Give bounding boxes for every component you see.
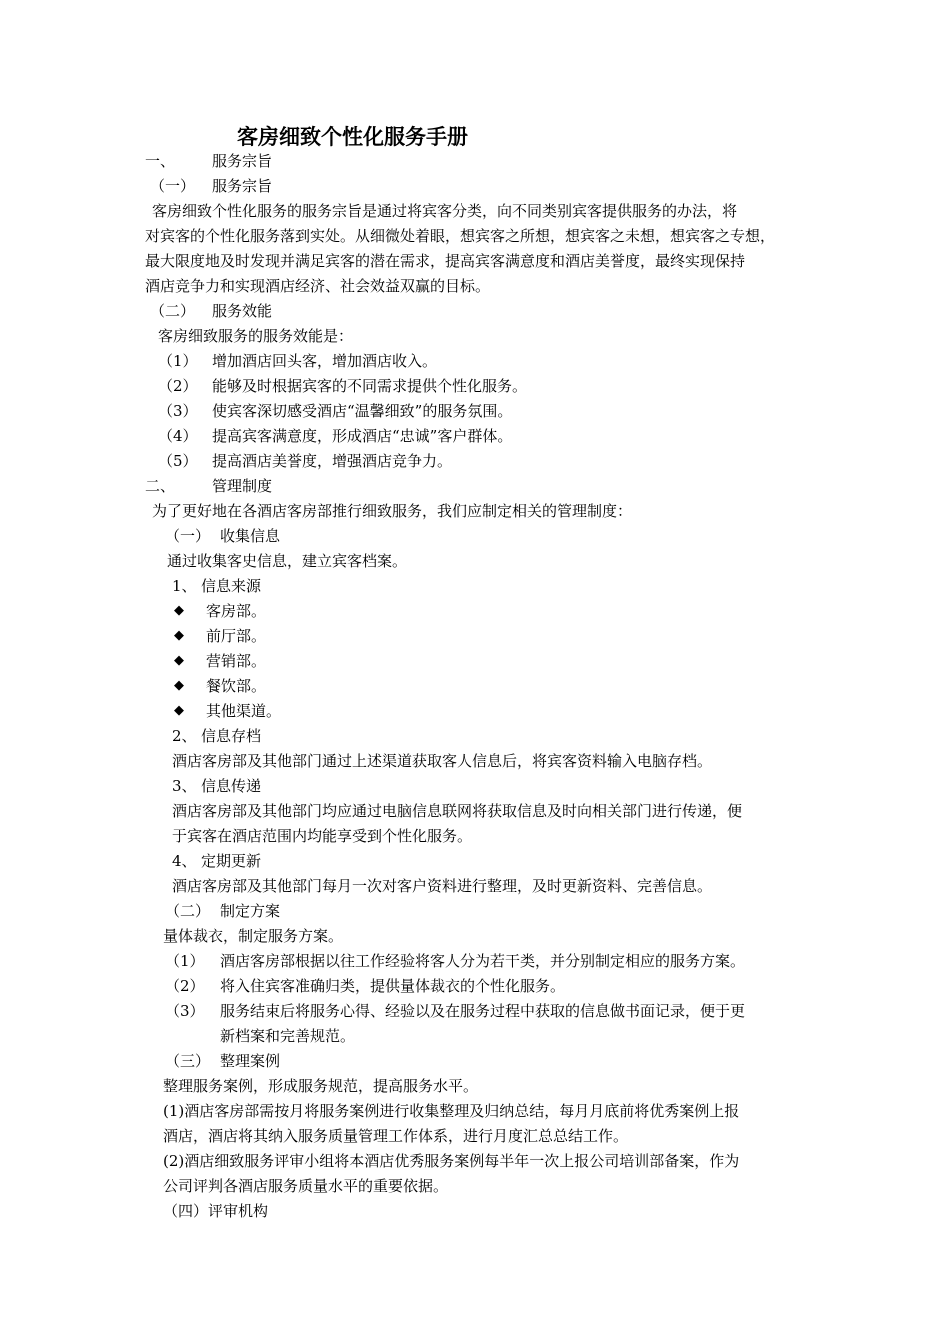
info-update-heading: 定期更新 <box>201 852 262 870</box>
case-text-line: 公司评判各酒店服务质量水平的重要依据。 <box>163 1177 449 1195</box>
diamond-bullet-icon: ◆ <box>174 653 184 668</box>
s2-sub2-intro: 量体裁衣，制定服务方案。 <box>163 927 344 945</box>
info-archive-number: 2、 <box>172 727 197 745</box>
source-item: 营销部。 <box>206 652 267 670</box>
s2-sub3-heading: 整理案例 <box>220 1052 281 1070</box>
update-text: 酒店客房部及其他部门每月一次对客户资料进行整理，及时更新资料、完善信息。 <box>172 877 713 895</box>
document-title: 客房细致个性化服务手册 <box>237 124 468 149</box>
plan-item-text: 将入住宾客准确归类，提供量体裁衣的个性化服务。 <box>220 977 566 995</box>
list-item-text: 使宾客深切感受酒店“温馨细致”的服务氛围。 <box>212 402 513 420</box>
archive-text: 酒店客房部及其他部门通过上述渠道获取客人信息后，将宾客资料输入电脑存档。 <box>172 752 713 770</box>
s1-paragraph-line: 酒店竞争力和实现酒店经济、社会效益双赢的目标。 <box>145 277 491 295</box>
s2-sub3-intro: 整理服务案例，形成服务规范，提高服务水平。 <box>163 1077 479 1095</box>
list-item-text: 能够及时根据宾客的不同需求提供个性化服务。 <box>212 377 528 395</box>
source-item: 餐饮部。 <box>206 677 267 695</box>
list-item-number: （2） <box>158 377 198 395</box>
s1-sub2-number: （二） <box>150 302 196 320</box>
plan-item-text: 新档案和完善规范。 <box>220 1027 356 1045</box>
list-item-number: （3） <box>158 402 198 420</box>
info-transfer-number: 3、 <box>172 777 197 795</box>
section-2-heading: 管理制度 <box>212 477 273 495</box>
transfer-text-line: 于宾客在酒店范围内均能享受到个性化服务。 <box>172 827 473 845</box>
s1-sub1-number: （一） <box>150 177 196 195</box>
plan-item-number: （3） <box>165 1002 205 1020</box>
s1-paragraph-line: 对宾客的个性化服务落到实处。从细微处着眼，想宾客之所想，想宾客之未想，想宾客之专想， <box>145 227 776 245</box>
diamond-bullet-icon: ◆ <box>174 703 184 718</box>
source-item: 前厅部。 <box>206 627 267 645</box>
s2-intro: 为了更好地在各酒店客房部推行细致服务，我们应制定相关的管理制度： <box>152 502 633 520</box>
case-text-line: 酒店，酒店将其纳入服务质量管理工作体系，进行月度汇总总结工作。 <box>163 1127 629 1145</box>
section-2-number: 二、 <box>145 477 176 495</box>
list-item-number: （5） <box>158 452 198 470</box>
s2-sub4-heading: （四）评审机构 <box>163 1202 269 1220</box>
s2-sub2-number: （二） <box>165 902 211 920</box>
transfer-text-line: 酒店客房部及其他部门均应通过电脑信息联网将获取信息及时向相关部门进行传递，便 <box>172 802 743 820</box>
list-item-text: 增加酒店回头客，增加酒店收入。 <box>212 352 438 370</box>
plan-item-text: 酒店客房部根据以往工作经验将客人分为若干类，并分别制定相应的服务方案。 <box>220 952 746 970</box>
case-text-line: (2)酒店细致服务评审小组将本酒店优秀服务案例每半年一次上报公司培训部备案，作为 <box>163 1152 740 1170</box>
info-transfer-heading: 信息传递 <box>201 777 262 795</box>
source-item: 其他渠道。 <box>206 702 282 720</box>
diamond-bullet-icon: ◆ <box>174 603 184 618</box>
s2-sub1-number: （一） <box>165 527 211 545</box>
s1-intro: 客房细致服务的服务效能是： <box>158 327 354 345</box>
s1-sub2-heading: 服务效能 <box>212 302 273 320</box>
section-1-number: 一、 <box>145 152 176 170</box>
plan-item-number: （1） <box>165 952 205 970</box>
section-1-heading: 服务宗旨 <box>212 152 273 170</box>
s2-sub1-intro: 通过收集客史信息，建立宾客档案。 <box>167 552 408 570</box>
source-item: 客房部。 <box>206 602 267 620</box>
s2-sub1-heading: 收集信息 <box>220 527 281 545</box>
info-source-number: 1、 <box>172 577 197 595</box>
s2-sub2-heading: 制定方案 <box>220 902 281 920</box>
s1-paragraph-line: 最大限度地及时发现并满足宾客的潜在需求，提高宾客满意度和酒店美誉度，最终实现保持 <box>145 252 746 270</box>
info-update-number: 4、 <box>172 852 197 870</box>
plan-item-text: 服务结束后将服务心得、经验以及在服务过程中获取的信息做书面记录，便于更 <box>220 1002 746 1020</box>
list-item-number: （4） <box>158 427 198 445</box>
plan-item-number: （2） <box>165 977 205 995</box>
info-source-heading: 信息来源 <box>201 577 262 595</box>
list-item-number: （1） <box>158 352 198 370</box>
info-archive-heading: 信息存档 <box>201 727 262 745</box>
s1-sub1-heading: 服务宗旨 <box>212 177 273 195</box>
diamond-bullet-icon: ◆ <box>174 678 184 693</box>
case-text-line: (1)酒店客房部需按月将服务案例进行收集整理及归纳总结，每月月底前将优秀案例上报 <box>163 1102 740 1120</box>
s1-paragraph-line: 客房细致个性化服务的服务宗旨是通过将宾客分类，向不同类别宾客提供服务的办法，将 <box>152 202 738 220</box>
list-item-text: 提高宾客满意度，形成酒店“忠诚”客户群体。 <box>212 427 513 445</box>
s2-sub3-number: （三） <box>165 1052 211 1070</box>
list-item-text: 提高酒店美誉度，增强酒店竞争力。 <box>212 452 453 470</box>
diamond-bullet-icon: ◆ <box>174 628 184 643</box>
